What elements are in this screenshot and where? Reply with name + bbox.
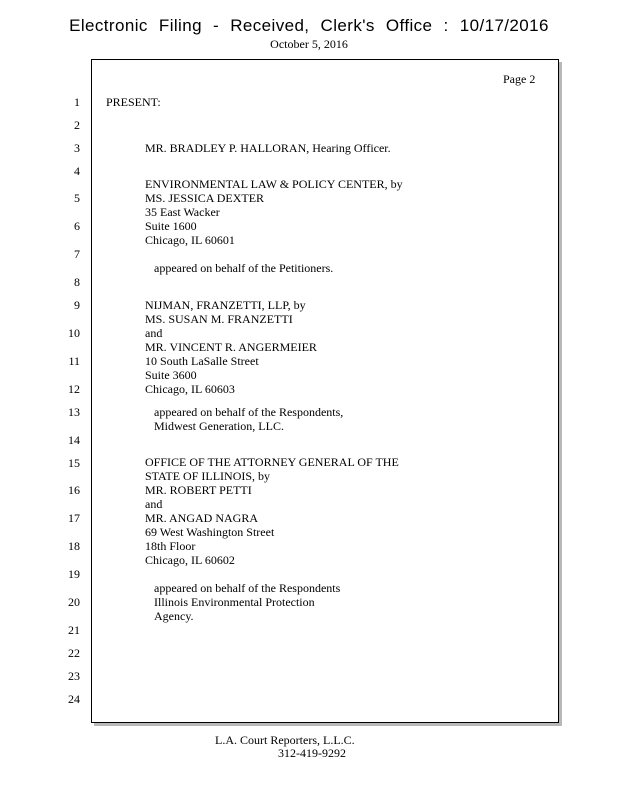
nijman-appearance: Midwest Generation, LLC.	[154, 419, 284, 433]
line-number: 5	[74, 191, 80, 205]
line-number: 21	[68, 623, 80, 637]
footer-phone: 312-419-9292	[278, 746, 346, 760]
nijman-firm: NIJMAN, FRANZETTI, LLP, by	[145, 298, 306, 312]
ag-address-line: 18th Floor	[145, 539, 196, 553]
line-number: 24	[68, 692, 80, 706]
nijman-address-line: 10 South LaSalle Street	[145, 354, 259, 368]
line-number: 22	[68, 646, 80, 660]
footer-reporter: L.A. Court Reporters, L.L.C.	[215, 733, 355, 747]
document-date: October 5, 2016	[270, 37, 348, 51]
line-number: 12	[68, 382, 80, 396]
line-number: 9	[74, 298, 80, 312]
line-number: 17	[68, 511, 80, 525]
nijman-city: Chicago, IL 60603	[145, 382, 235, 396]
nijman-attorney: MR. VINCENT R. ANGERMEIER	[145, 340, 317, 354]
ag-address-line: 69 West Washington Street	[145, 525, 275, 539]
line-number: 2	[74, 118, 80, 132]
line-number: 1	[74, 95, 80, 109]
nijman-attorney: MS. SUSAN M. FRANZETTI	[145, 312, 293, 326]
nijman-appearance: appeared on behalf of the Respondents,	[154, 405, 344, 419]
elpc-appearance: appeared on behalf of the Petitioners.	[154, 261, 334, 275]
hearing-officer: MR. BRADLEY P. HALLORAN, Hearing Officer.	[145, 141, 391, 155]
line-number: 13	[68, 405, 80, 419]
elpc-city: Chicago, IL 60601	[145, 233, 235, 247]
elpc-firm: ENVIRONMENTAL LAW & POLICY CENTER, by	[145, 177, 403, 191]
ag-office: STATE OF ILLINOIS, by	[145, 469, 271, 483]
line-number: 15	[68, 456, 80, 470]
ag-attorney: MR. ROBERT PETTI	[145, 483, 252, 497]
ag-city: Chicago, IL 60602	[145, 553, 235, 567]
line-number: 11	[68, 354, 80, 368]
ag-and: and	[145, 497, 163, 511]
line-number: 19	[68, 567, 80, 581]
page-number: Page 2	[503, 72, 536, 86]
line-number: 7	[74, 247, 80, 261]
ag-appearance: appeared on behalf of the Respondents	[154, 581, 341, 595]
elpc-attorney: MS. JESSICA DEXTER	[145, 191, 265, 205]
present-heading: PRESENT:	[106, 95, 161, 109]
line-number: 14	[68, 433, 80, 447]
line-number: 8	[74, 275, 80, 289]
ag-attorney: MR. ANGAD NAGRA	[145, 511, 259, 525]
line-number: 3	[74, 141, 80, 155]
line-number: 23	[68, 669, 80, 683]
nijman-address-line: Suite 3600	[145, 368, 197, 382]
line-number: 6	[74, 219, 80, 233]
elpc-address-line: Suite 1600	[145, 219, 197, 233]
line-number: 10	[68, 326, 80, 340]
line-number: 20	[68, 595, 80, 609]
nijman-and: and	[145, 326, 163, 340]
ag-appearance: Agency.	[154, 609, 194, 623]
filing-stamp: Electronic Filing - Received, Clerk's Office : 10/17/2016	[69, 16, 549, 35]
elpc-address-line: 35 East Wacker	[145, 205, 220, 219]
line-number: 18	[68, 539, 80, 553]
ag-appearance: Illinois Environmental Protection	[154, 595, 315, 609]
line-number: 4	[74, 164, 80, 178]
line-number: 16	[68, 483, 80, 497]
ag-office: OFFICE OF THE ATTORNEY GENERAL OF THE	[145, 455, 399, 469]
